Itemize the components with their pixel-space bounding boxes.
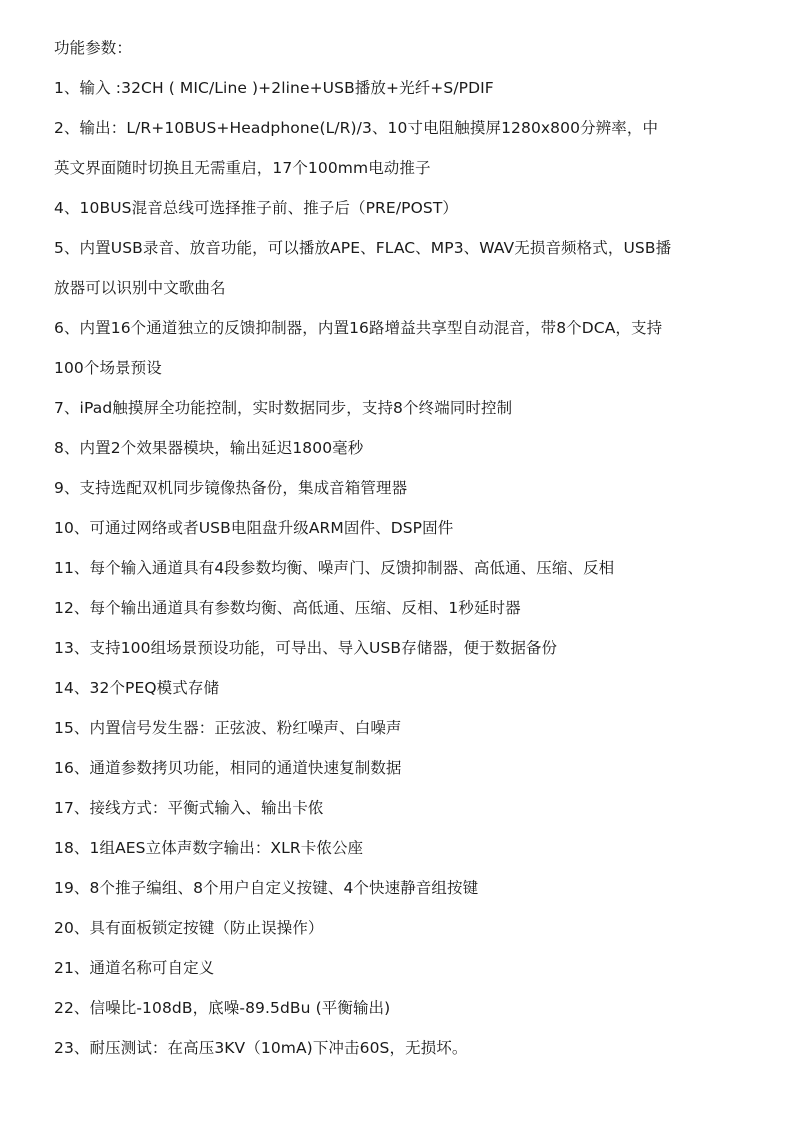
spec-line: 22、信噪比-108dB，底噪-89.5dBu (平衡输出) <box>54 999 391 1017</box>
spec-line: 21、通道名称可自定义 <box>54 959 215 977</box>
document-heading: 功能参数： <box>54 39 133 57</box>
spec-line: 17、接线方式：平衡式输入、输出卡侬 <box>54 799 324 817</box>
spec-line: 7、iPad触摸屏全功能控制，实时数据同步，支持8个终端同时控制 <box>54 399 513 417</box>
spec-line: 12、每个输出通道具有参数均衡、高低通、压缩、反相、1秒延时器 <box>54 599 521 617</box>
spec-line: 13、支持100组场景预设功能，可导出、导入USB存储器，便于数据备份 <box>54 639 558 657</box>
spec-document <box>54 28 754 1068</box>
spec-line: 14、32个PEQ模式存储 <box>54 679 220 697</box>
spec-line: 18、1组AES立体声数字输出：XLR卡侬公座 <box>54 839 364 857</box>
spec-line: 6、内置16个通道独立的反馈抑制器，内置16路增益共享型自动混音，带8个DCA，支持 <box>54 319 663 337</box>
spec-line: 16、通道参数拷贝功能，相同的通道快速复制数据 <box>54 759 402 777</box>
spec-line: 8、内置2个效果器模块，输出延迟1800毫秒 <box>54 439 364 457</box>
spec-line: 23、耐压测试：在高压3KV（10mA)下冲击60S，无损坏。 <box>54 1039 468 1057</box>
spec-line: 19、8个推子编组、8个用户自定义按键、4个快速静音组按键 <box>54 879 479 897</box>
spec-line: 10、可通过网络或者USB电阻盘升级ARM固件、DSP固件 <box>54 519 454 537</box>
spec-line: 1、输入 :32CH ( MIC/Line )+2line+USB播放+光纤+S/PDIF <box>54 79 494 97</box>
spec-line: 15、内置信号发生器：正弦波、粉红噪声、白噪声 <box>54 719 402 737</box>
spec-line: 4、10BUS混音总线可选择推子前、推子后（PRE/POST） <box>54 199 458 217</box>
spec-line: 5、内置USB录音、放音功能，可以播放APE、FLAC、MP3、WAV无损音频格式，USB播 <box>54 239 672 257</box>
spec-line: 20、具有面板锁定按键（防止误操作） <box>54 919 324 937</box>
spec-line: 2、输出：L/R+10BUS+Headphone(L/R)/3、10寸电阻触摸屏1280x800分辨率，中 <box>54 119 659 137</box>
spec-line: 9、支持选配双机同步镜像热备份，集成音箱管理器 <box>54 479 408 497</box>
spec-line: 11、每个输入通道具有4段参数均衡、噪声门、反馈抑制器、高低通、压缩、反相 <box>54 559 615 577</box>
spec-line: 英文界面随时切换且无需重启，17个100mm电动推子 <box>54 159 431 177</box>
spec-line: 100个场景预设 <box>54 359 162 377</box>
spec-line: 放器可以识别中文歌曲名 <box>54 279 226 297</box>
